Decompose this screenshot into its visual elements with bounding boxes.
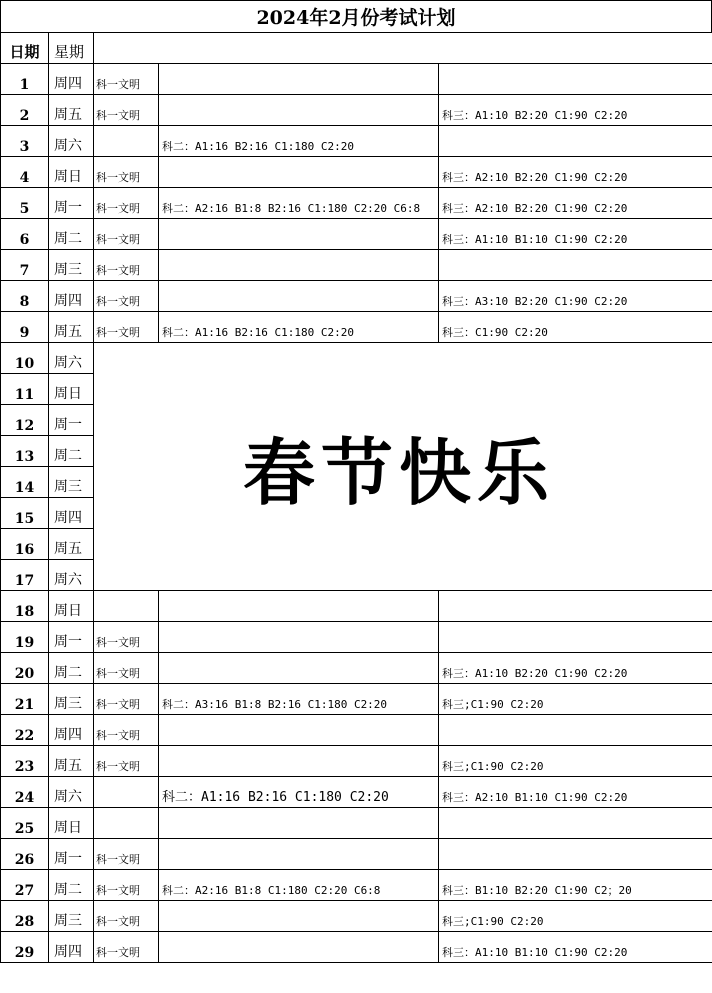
subject2-cell: 科二：A3:16 B1:8 B2:16 C1:180 C2:20	[159, 684, 439, 715]
weekday-cell: 周四	[49, 715, 94, 746]
subject2-cell: 科二：A1:16 B2:16 C1:180 C2:20	[159, 312, 439, 343]
table-row	[1, 64, 712, 95]
subject2-cell	[159, 95, 439, 126]
weekday-cell: 周一	[49, 622, 94, 653]
weekday-cell: 周三	[49, 901, 94, 932]
date-cell: 16	[1, 529, 49, 560]
subject1-cell	[94, 126, 159, 157]
subject3-cell: 科三：A3:10 B2:20 C1:90 C2:20	[439, 281, 712, 312]
subject2-cell	[159, 219, 439, 250]
weekday-cell: 周五	[49, 746, 94, 777]
weekday-cell: 周四	[49, 281, 94, 312]
subject1-cell: 科一文明	[94, 188, 159, 219]
subject3-cell: 科三：A2:10 B1:10 C1:90 C2:20	[439, 777, 712, 808]
table-row	[1, 343, 712, 374]
subject2-cell	[159, 157, 439, 188]
subject2-cell	[159, 591, 439, 622]
weekday-cell: 周四	[49, 498, 94, 529]
date-cell: 1	[1, 64, 49, 95]
subject3-cell: 科三：A1:10 B2:20 C1:90 C2:20	[439, 653, 712, 684]
subject3-cell	[439, 250, 712, 281]
date-cell: 29	[1, 932, 49, 963]
subject3-cell: 科三;C1:90 C2:20	[439, 746, 712, 777]
table-row	[1, 653, 712, 684]
table-row	[1, 250, 712, 281]
table-row	[1, 870, 712, 901]
table-row	[1, 901, 712, 932]
subject1-cell: 科一文明	[94, 932, 159, 963]
subject1-cell: 科一文明	[94, 281, 159, 312]
date-cell: 15	[1, 498, 49, 529]
subject1-cell: 科一文明	[94, 157, 159, 188]
date-cell: 2	[1, 95, 49, 126]
subject3-cell	[439, 126, 712, 157]
subject1-cell: 科一文明	[94, 64, 159, 95]
table-row	[1, 591, 712, 622]
date-cell: 22	[1, 715, 49, 746]
header-weekday: 星期	[49, 33, 94, 64]
date-cell: 17	[1, 560, 49, 591]
date-cell: 4	[1, 157, 49, 188]
date-cell: 6	[1, 219, 49, 250]
date-cell: 5	[1, 188, 49, 219]
subject2-cell	[159, 653, 439, 684]
weekday-cell: 周日	[49, 591, 94, 622]
date-cell: 8	[1, 281, 49, 312]
table-row	[1, 684, 712, 715]
subject3-cell: 科三：A1:10 B1:10 C1:90 C2:20	[439, 932, 712, 963]
weekday-cell: 周二	[49, 436, 94, 467]
header-row	[1, 33, 712, 64]
date-cell: 10	[1, 343, 49, 374]
weekday-cell: 周一	[49, 839, 94, 870]
table-row	[1, 622, 712, 653]
date-cell: 7	[1, 250, 49, 281]
date-cell: 23	[1, 746, 49, 777]
date-cell: 13	[1, 436, 49, 467]
subject1-cell: 科一文明	[94, 746, 159, 777]
subject1-cell: 科一文明	[94, 653, 159, 684]
date-cell: 27	[1, 870, 49, 901]
table-row	[1, 808, 712, 839]
weekday-cell: 周一	[49, 405, 94, 436]
subject2-cell	[159, 932, 439, 963]
table-row	[1, 746, 712, 777]
table-row	[1, 126, 712, 157]
subject1-cell: 科一文明	[94, 870, 159, 901]
table-row	[1, 839, 712, 870]
table-row	[1, 188, 712, 219]
subject3-cell: 科三;C1:90 C2:20	[439, 901, 712, 932]
date-cell: 3	[1, 126, 49, 157]
weekday-cell: 周五	[49, 529, 94, 560]
subject3-cell: 科三：A2:10 B2:20 C1:90 C2:20	[439, 188, 712, 219]
date-cell: 19	[1, 622, 49, 653]
subject2-cell	[159, 839, 439, 870]
subject2-cell: 科二：A1:16 B2:16 C1:180 C2:20	[159, 777, 439, 808]
date-cell: 25	[1, 808, 49, 839]
subject2-cell: 科二：A1:16 B2:16 C1:180 C2:20	[159, 126, 439, 157]
weekday-cell: 周五	[49, 312, 94, 343]
subject2-cell	[159, 250, 439, 281]
subject2-cell: 科二：A2:16 B1:8 B2:16 C1:180 C2:20 C6:8	[159, 188, 439, 219]
subject3-cell: 科三;C1:90 C2:20	[439, 684, 712, 715]
subject3-cell	[439, 839, 712, 870]
subject1-cell	[94, 777, 159, 808]
subject1-cell: 科一文明	[94, 901, 159, 932]
date-cell: 24	[1, 777, 49, 808]
subject1-cell: 科一文明	[94, 250, 159, 281]
holiday-text: 春节快乐	[243, 429, 556, 515]
table-row	[1, 219, 712, 250]
subject1-cell: 科一文明	[94, 684, 159, 715]
table-row	[1, 157, 712, 188]
weekday-cell: 周五	[49, 95, 94, 126]
subject3-cell	[439, 591, 712, 622]
subject1-cell: 科一文明	[94, 219, 159, 250]
subject3-cell: 科三：C1:90 C2:20	[439, 312, 712, 343]
date-cell: 20	[1, 653, 49, 684]
date-cell: 21	[1, 684, 49, 715]
subject3-cell: 科三：B1:10 B2:20 C1:90 C2；20	[439, 870, 712, 901]
subject2-cell	[159, 901, 439, 932]
weekday-cell: 周三	[49, 467, 94, 498]
weekday-cell: 周三	[49, 684, 94, 715]
date-cell: 18	[1, 591, 49, 622]
table-row	[1, 932, 712, 963]
subject1-cell: 科一文明	[94, 312, 159, 343]
subject3-cell: 科三：A1:10 B2:20 C1:90 C2:20	[439, 95, 712, 126]
table-row	[1, 715, 712, 746]
subject3-cell: 科三：A2:10 B2:20 C1:90 C2:20	[439, 157, 712, 188]
weekday-cell: 周二	[49, 870, 94, 901]
date-cell: 28	[1, 901, 49, 932]
weekday-cell: 周四	[49, 932, 94, 963]
date-cell: 11	[1, 374, 49, 405]
subject2-cell	[159, 715, 439, 746]
holiday-banner	[94, 343, 712, 591]
subject1-cell	[94, 591, 159, 622]
weekday-cell: 周一	[49, 188, 94, 219]
subject2-cell	[159, 746, 439, 777]
subject1-cell	[94, 808, 159, 839]
table-row	[1, 312, 712, 343]
exam-schedule-table	[0, 32, 712, 963]
subject2-cell	[159, 64, 439, 95]
header-date: 日期	[1, 33, 49, 64]
weekday-cell: 周六	[49, 560, 94, 591]
subject3-cell	[439, 808, 712, 839]
header-blank	[94, 33, 712, 64]
weekday-cell: 周三	[49, 250, 94, 281]
subject3-cell	[439, 64, 712, 95]
table-row	[1, 777, 712, 808]
page-title: 2024年2月份考试计划	[0, 0, 712, 32]
weekday-cell: 周二	[49, 653, 94, 684]
weekday-cell: 周日	[49, 808, 94, 839]
weekday-cell: 周六	[49, 343, 94, 374]
date-cell: 9	[1, 312, 49, 343]
subject2-cell	[159, 808, 439, 839]
date-cell: 12	[1, 405, 49, 436]
date-cell: 14	[1, 467, 49, 498]
subject3-cell	[439, 715, 712, 746]
subject3-cell	[439, 622, 712, 653]
subject1-cell: 科一文明	[94, 95, 159, 126]
weekday-cell: 周二	[49, 219, 94, 250]
weekday-cell: 周六	[49, 777, 94, 808]
subject1-cell: 科一文明	[94, 839, 159, 870]
table-row	[1, 95, 712, 126]
weekday-cell: 周日	[49, 374, 94, 405]
table-row	[1, 281, 712, 312]
subject1-cell: 科一文明	[94, 715, 159, 746]
subject2-cell: 科二：A2:16 B1:8 C1:180 C2:20 C6:8	[159, 870, 439, 901]
weekday-cell: 周四	[49, 64, 94, 95]
subject2-cell	[159, 622, 439, 653]
subject1-cell: 科一文明	[94, 622, 159, 653]
subject2-cell	[159, 281, 439, 312]
date-cell: 26	[1, 839, 49, 870]
subject3-cell: 科三：A1:10 B1:10 C1:90 C2:20	[439, 219, 712, 250]
weekday-cell: 周六	[49, 126, 94, 157]
weekday-cell: 周日	[49, 157, 94, 188]
